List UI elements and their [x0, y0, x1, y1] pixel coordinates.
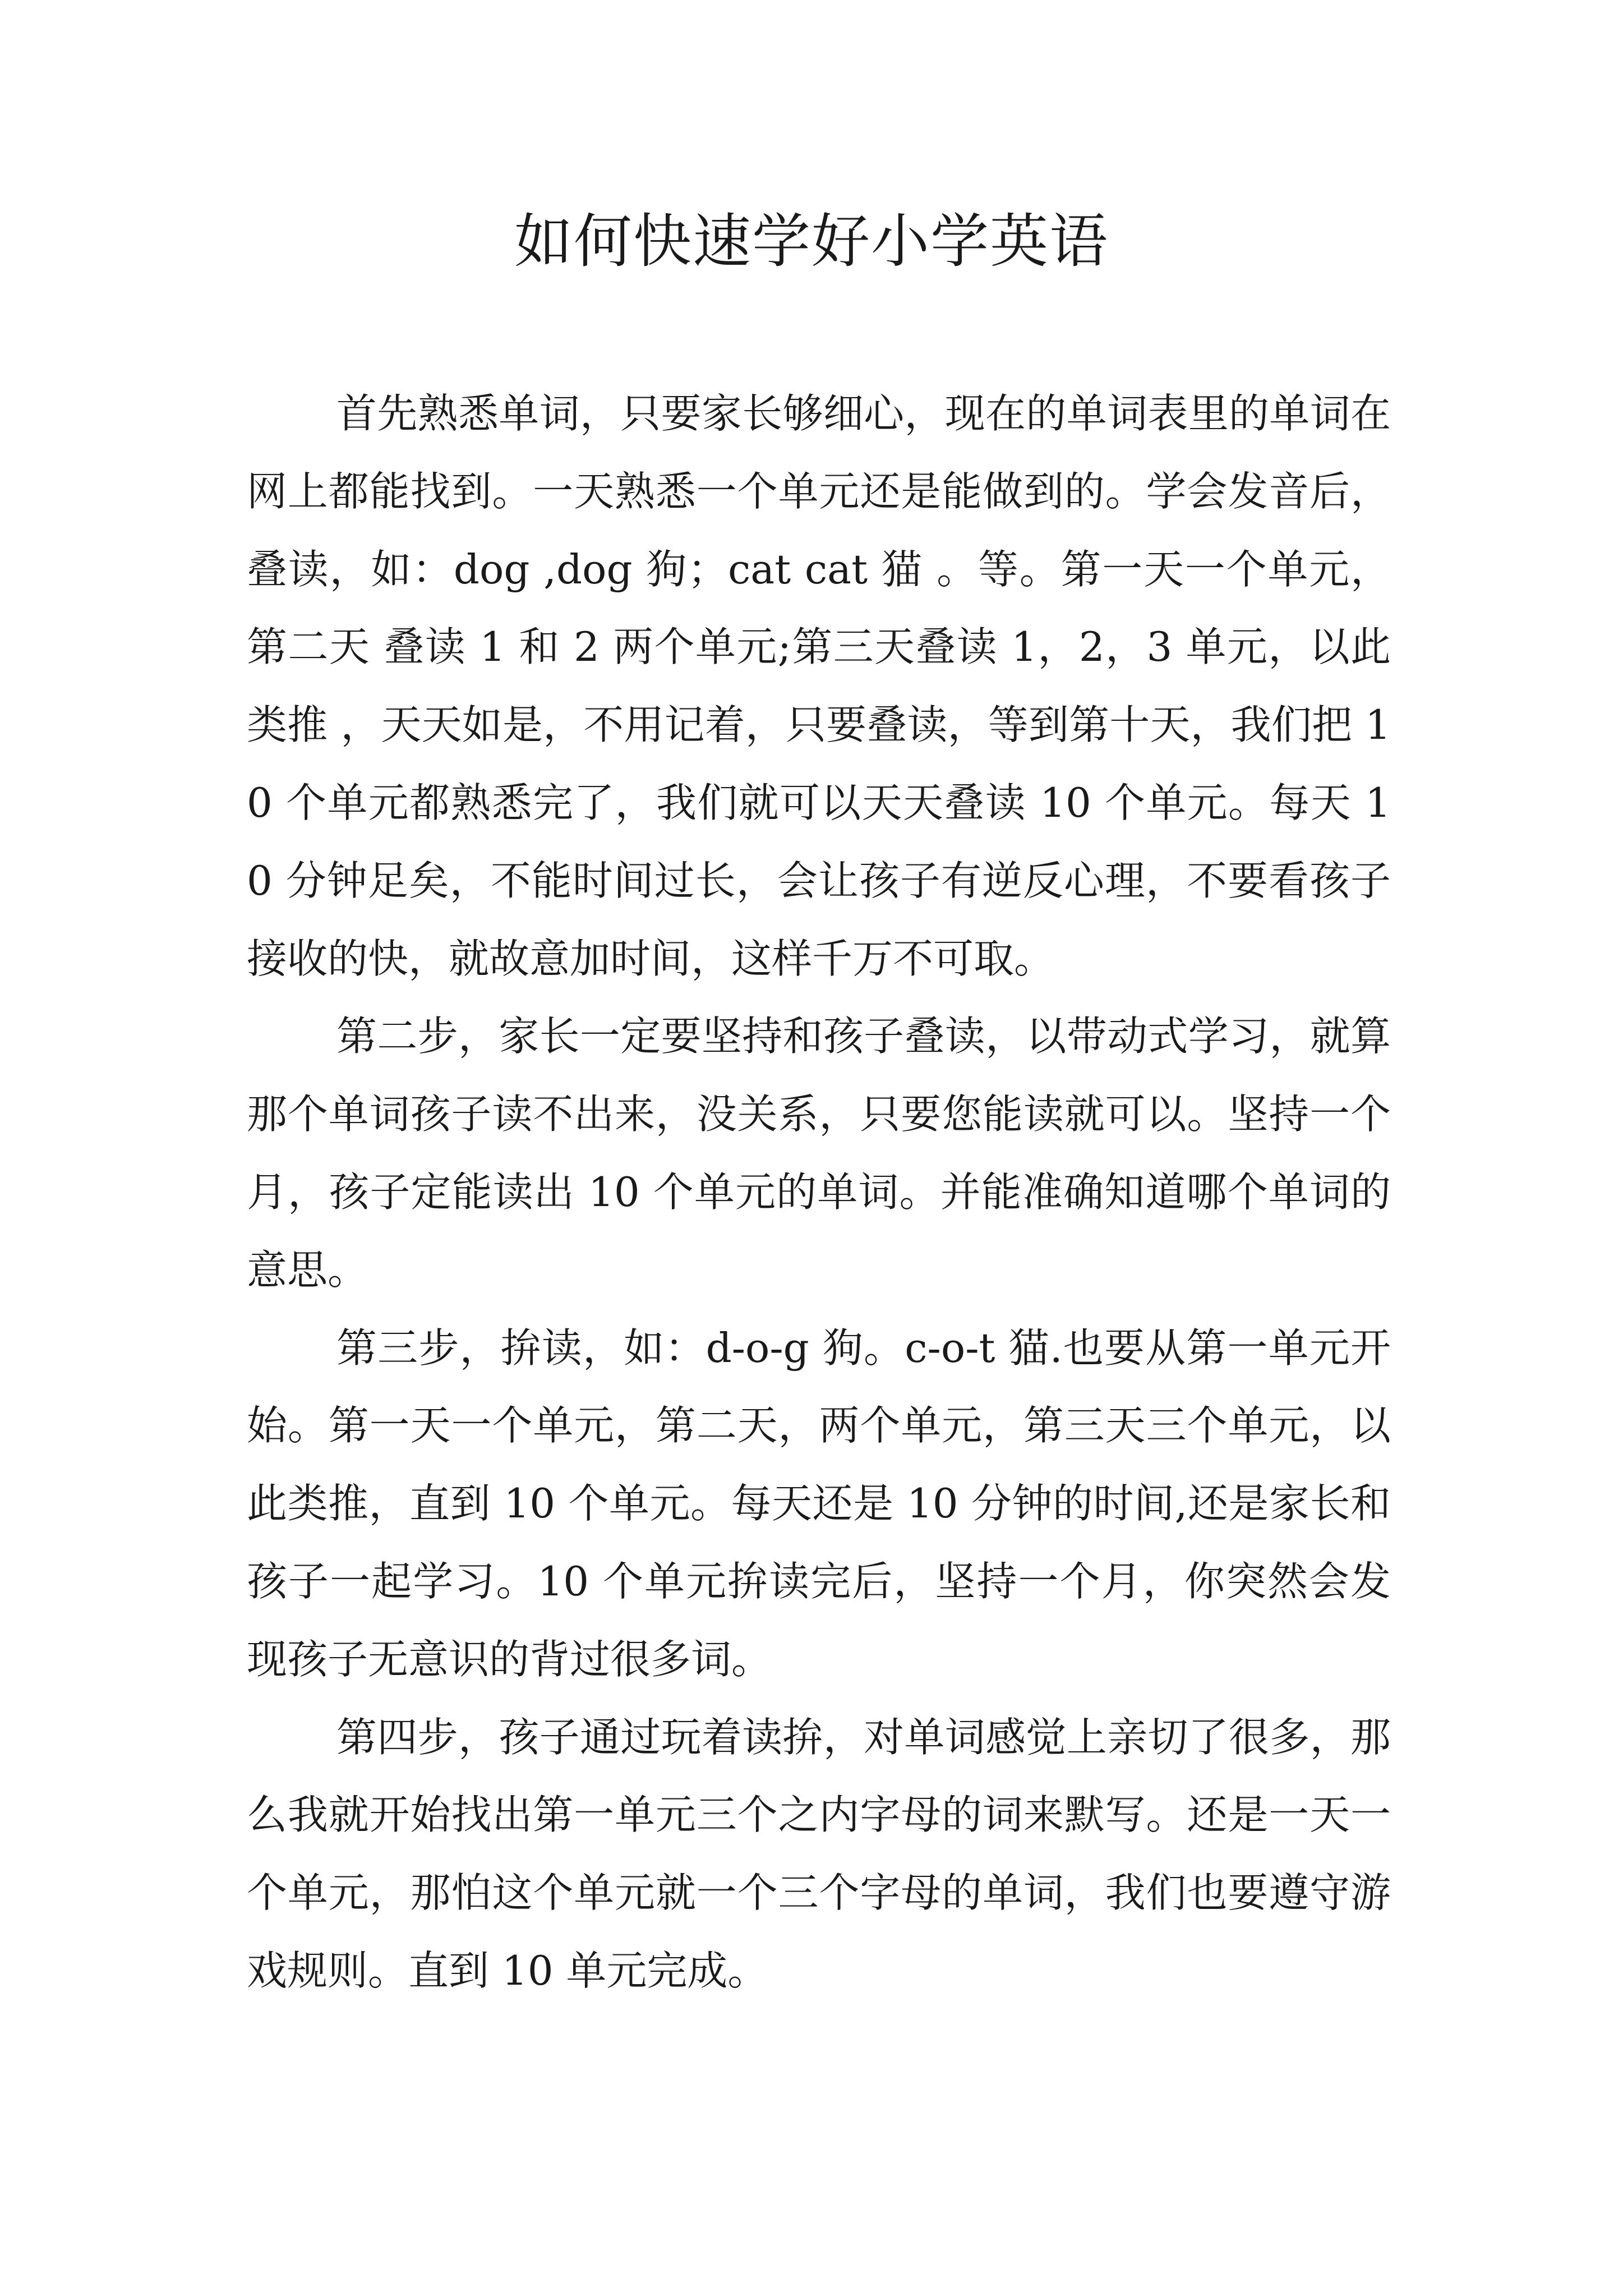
paragraph-2: 第二步，家长一定要坚持和孩子叠读，以带动式学习，就算那个单词孩子读不出来，没关系，只要您能读就可以。坚持一个月，孩子定能读出 10 个单元的单词。并能准确知道哪个单词的意思。 [247, 1013, 1391, 1294]
paragraph-3: 第三步，拚读，如：d-o-g 狗。c-o-t 猫.也要从第一单元开始。第一天一个单元，第二天，两个单元，第三天三个单元，以此类推，直到 10 个单元。每天还是 10 分钟的时间,还是家长和孩子一起学习。10 个单元拚读完后，坚持一个月，你突然会发现孩子无意识的背过很多词。 [247, 1324, 1391, 1683]
document-body [247, 375, 1391, 2010]
paragraph-4: 第四步，孩子通过玩着读拚，对单词感觉上亲切了很多，那么我就开始找出第一单元三个之内字母的词来默写。还是一天一个单元，那怕这个单元就一个三个字母的单词，我们也要遵守游戏规则。直到 10 单元完成。 [247, 1713, 1391, 1994]
document-title: 如何快速学好小学英语 [514, 207, 1109, 275]
paragraph-1: 首先熟悉单词，只要家长够细心，现在的单词表里的单词在网上都能找到。一天熟悉一个单元还是能做到的。学会发音后，叠读，如：dog ,dog 狗；cat cat 猫 。等。第一天一个单元，第二天 叠读 1 和 2 两个单元;第三天叠读 1，2，3 单元，以此类推 ，天天如是，不用记着，只要叠读，等到第十天，我们把 10 个单元都熟悉完了，我们就可以天天叠读 10 个单元。每天 10 分钟足矣，不能时间过长，会让孩子有逆反心理，不要看孩子接收的快，就故意加时间，这样千万不可取。 [247, 390, 1391, 982]
